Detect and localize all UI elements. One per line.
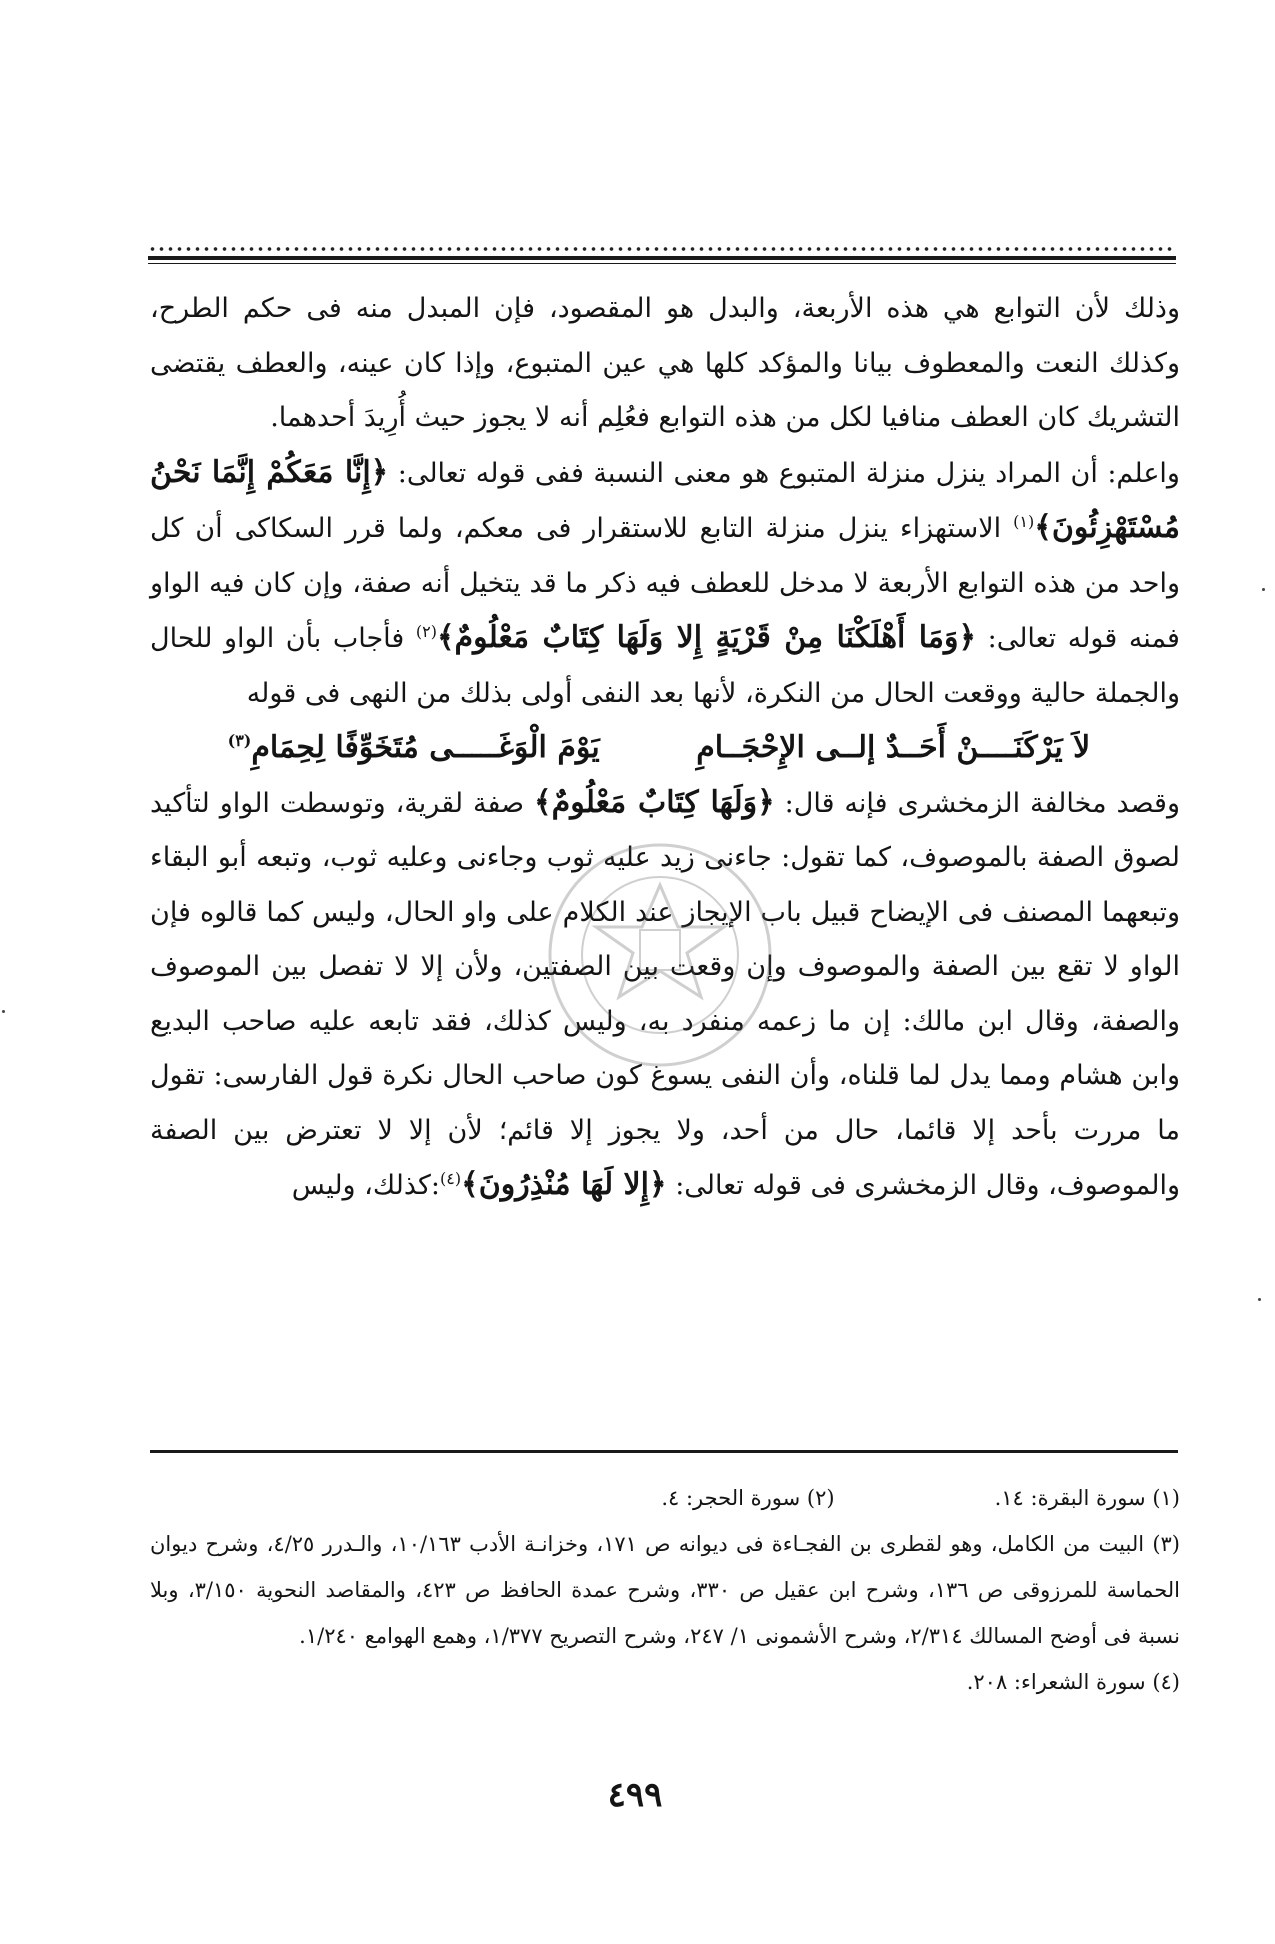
footnote-ref: (١)	[1013, 512, 1035, 531]
footnote-2: (٢) سورة الحجر: ٤.	[661, 1486, 835, 1510]
paragraph-1: وذلك لأن التوابع هي هذه الأربعة، والبدل هو المقصود، فإن المبدل منه فى حكم الطرح، وكذلك النعت والمعطوف بيانا والمؤكد كلها هي عين المتبوع، وإذا كان عينه، والعطف يقتضى التشريك كان العطف منافيا لكل من هذه التوابع فعُلِم أنه لا يجوز حيث أُرِيدَ أحدهما.	[150, 293, 1180, 433]
footnote-3: (٣) البيت من الكامل، وهو لقطرى بن الفجـاءة فى ديوانه ص ١٧١، وخزانـة الأدب ١٠/١٦٣، والـدرر ٤/٢٥، وشرح ديوان الحماسة للمرزوقى ص ١٣٦، وشرح ابن عقيل ص ٣٣٠، وشرح عمدة الحافظ ص ٤٢٣، والمقاصد النحوية ٣/١٥٠، وبلا نسبة فى أوضح المسالك ٢/٣١٤، وشرح الأشمونى ١/ ٢٤٧، وشرح التصريح ١/٣٧٧، وهمع الهوامع ١/٢٤٠.	[150, 1532, 1180, 1648]
footnote-ref: (٤)	[440, 1169, 462, 1188]
footnote-ref: (٢)	[415, 622, 437, 641]
header-rule-thin	[148, 263, 1176, 264]
footnote-ref: (٣)	[227, 731, 252, 750]
verse-hemistich-second: يَوْمَ الْوَغَـــــى مُتَخَوِّفًا لِحِمَامِ$^{(٣)}$	[227, 730, 600, 765]
library-seal-watermark	[540, 835, 780, 1075]
footnote-4: (٤) سورة الشعراء: ٢٠٨.	[966, 1670, 1180, 1694]
footnotes	[150, 1475, 1180, 1705]
footnote-row	[150, 1475, 1180, 1521]
poetry-verse	[150, 721, 1180, 776]
quran-verse: ﴿وَلَهَا كِتَابٌ مَعْلُومٌ﴾	[534, 784, 775, 820]
verse-hemistich-first: لاَ يَرْكَنَــــنْ أَحَــدٌ إلــى الإِحْجَــامِ	[696, 730, 1091, 765]
scan-speck	[1262, 588, 1265, 591]
paragraph-2: واعلم: أن المراد ينزل منزلة المتبوع هو معنى النسبة ففى قوله تعالى: ﴿إِنَّا مَعَكُمْ إِنَّمَا نَحْنُ مُسْتَهْزِئُونَ﴾$^{(١)}$ الاستهزاء ينزل منزلة التابع للاستقرار فى معكم، ولما قرر السكاكى أن كل واحد من هذه التوابع الأربعة لا مدخل للعطف فيه ذكر ما قد يتخيل أنه صفة، وإن كان فيه الواو فمنه قوله تعالى: ﴿وَمَا أَهْلَكْنَا مِنْ قَرْيَةٍ إِلا وَلَهَا كِتَابٌ مَعْلُومٌ﴾$^{(٢)}$ فأجاب بأن الواو للحال والجملة حالية ووقعت الحال من النكرة، لأنها بعد النفى أولى بذلك من النهى فى قوله	[150, 454, 1180, 709]
scan-speck	[1258, 1298, 1261, 1301]
header-dotted-line	[148, 246, 1176, 252]
header-rule	[148, 256, 1176, 260]
quran-verse: ﴿إِنَّا مَعَكُمْ إِنَّمَا نَحْنُ مُسْتَهْزِئُونَ﴾	[150, 454, 1180, 545]
paragraph-3: وقصد مخالفة الزمخشرى فإنه قال: ﴿وَلَهَا كِتَابٌ مَعْلُومٌ﴾ صفة لقرية، وتوسطت الواو لتأكيد لصوق الصفة بالموصوف، كما تقول: جاءنى زيد عليه ثوب وجاءنى وعليه ثوب، وتبعه أبو البقاء وتبعهما المصنف فى الإيضاح قبيل باب الإيجاز عند الكلام على واو الحال، وليس كما قالوه فإن الواو لا تقع بين الصفة والموصوف وإن وقعت بين الصفتين، ولأن إلا لا تفصل بين الموصوف والصفة، وقال ابن مالك: إن ما زعمه منفرد به، وليس كذلك، فقد تابعه عليه صاحب البديع وابن هشام ومما يدل لما قلناه، وأن النفى يسوغ كون صاحب الحال نكرة قول الفارسى: تقول ما مررت بأحد إلا قائما، حال من أحد، ولا يجوز إلا قائم؛ لأن إلا لا تعترض بين الصفة والموصوف، وقال الزمخشرى فى قوله تعالى: ﴿إِلا لَهَا مُنْذِرُونَ﴾$^{(٤)}$:كذلك، وليس	[150, 784, 1181, 1202]
quran-verse: ﴿إِلا لَهَا مُنْذِرُونَ﴾	[461, 1167, 667, 1202]
page-number: ٤٩٩	[607, 1775, 663, 1815]
scan-speck	[2, 1010, 5, 1013]
footnote-1: (١) سورة البقرة: ١٤.	[994, 1486, 1180, 1510]
quran-verse: ﴿وَمَا أَهْلَكْنَا مِنْ قَرْيَةٍ إِلا وَلَهَا كِتَابٌ مَعْلُومٌ﴾	[436, 620, 977, 655]
footnote-separator	[150, 1450, 1178, 1453]
